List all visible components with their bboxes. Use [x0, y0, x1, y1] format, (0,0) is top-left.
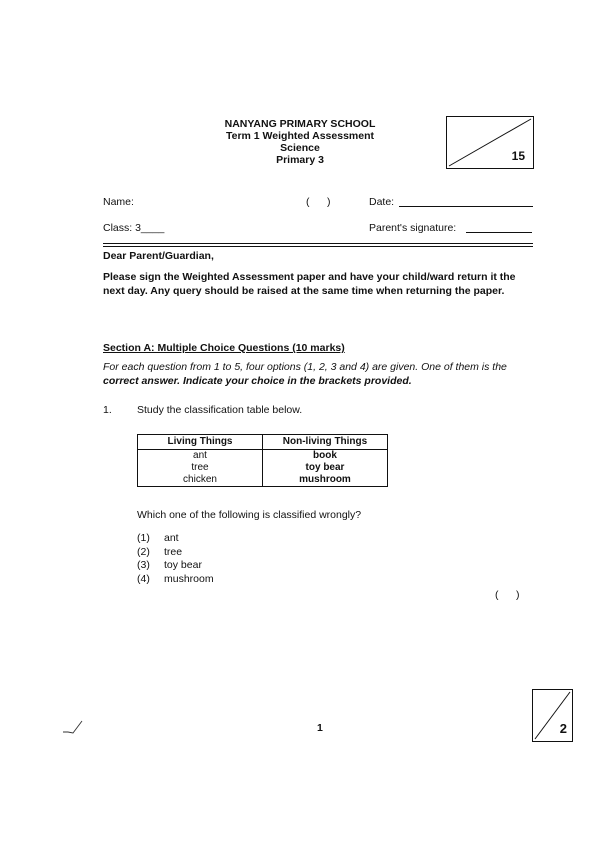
option-3[interactable]: (3) toy bear — [137, 559, 202, 571]
instruction-part2: correct answer. Indicate your choice in the brackets provided. — [103, 375, 412, 387]
option-1[interactable]: (1) ant — [137, 532, 179, 544]
page-number: 1 — [317, 722, 323, 734]
page-box-value: 2 — [559, 721, 567, 736]
table-header-non-living: Non-living Things — [263, 435, 388, 450]
option-4[interactable]: (4) mushroom — [137, 572, 214, 585]
parent-signature-field[interactable] — [466, 232, 532, 233]
question-text: Which one of the following is classified wrongly? — [137, 509, 362, 521]
level-title: Primary 3 — [276, 154, 324, 166]
school-name: NANYANG PRIMARY SCHOOL — [224, 118, 376, 130]
non-living-things-cell — [263, 450, 388, 487]
date-field[interactable] — [399, 206, 533, 207]
option-2[interactable]: (2) tree — [137, 545, 183, 558]
living-things-cell — [138, 450, 263, 487]
section-a-title: Section A: Multiple Choice Questions (10 marks) — [103, 342, 345, 354]
tick-mark-icon — [62, 719, 86, 737]
class-label: Class: 3____ — [103, 222, 165, 234]
question-prompt: Study the classification table below. — [137, 404, 303, 416]
options-list — [137, 532, 214, 586]
table-cell: mushroom — [299, 474, 351, 485]
score-box — [446, 116, 534, 169]
section-a-instruction — [103, 360, 535, 388]
notice-text: Please sign the Weighted Assessment paper and have your child/ward return it the next day. Any query should be raised at the same time when returning the paper. — [103, 271, 516, 297]
salutation: Dear Parent/Guardian, — [103, 250, 214, 262]
divider — [103, 243, 533, 247]
answer-brackets[interactable]: ( ) — [495, 589, 520, 601]
date-label: Date: — [369, 196, 395, 208]
score-value: 15 — [511, 149, 525, 163]
classification-table — [137, 434, 388, 487]
parent-signature-label: Parent's signature: — [369, 222, 457, 234]
table-cell: book — [313, 450, 337, 461]
register-number-brackets: ( ) — [306, 196, 331, 208]
table-cell: ant — [193, 450, 207, 461]
assessment-title: Term 1 Weighted Assessment — [225, 130, 375, 142]
subject-title: Science — [280, 142, 320, 154]
question-number: 1. — [103, 404, 112, 416]
table-cell: chicken — [183, 474, 217, 485]
page-score-box — [532, 689, 573, 742]
table-header-living: Living Things — [138, 435, 263, 450]
name-label: Name: — [103, 196, 134, 208]
instruction-part1: For each question from 1 to 5, four options (1, 2, 3 and 4) are given. One of them is the — [103, 361, 507, 373]
table-cell: toy bear — [305, 462, 345, 473]
table-cell: tree — [191, 462, 209, 473]
